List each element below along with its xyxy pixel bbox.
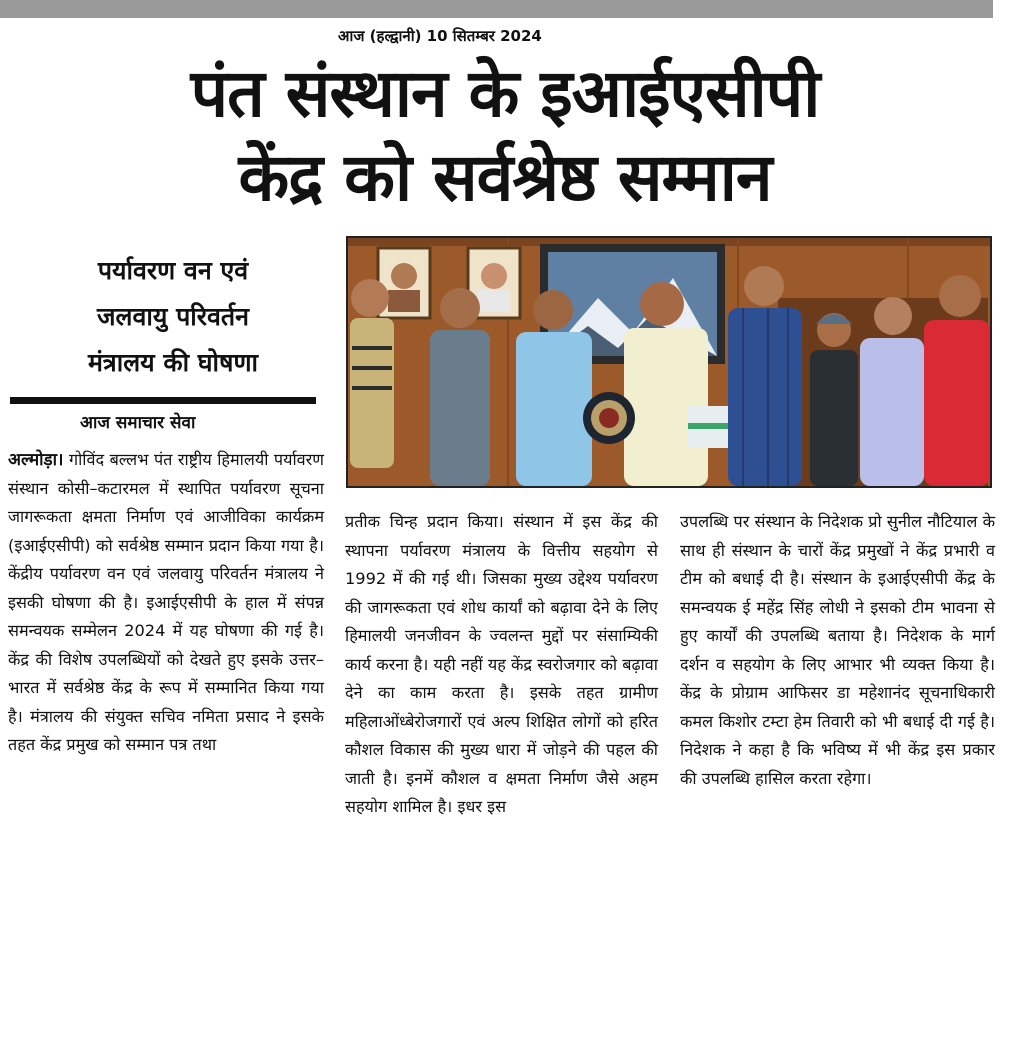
subheadline	[12, 248, 334, 386]
award-ceremony-photo	[346, 236, 992, 488]
subheadline-rule	[10, 397, 316, 404]
article-column-3: उपलब्धि पर संस्थान के निदेशक प्रो सुनील नौटियाल के साथ ही संस्थान के चारों केंद्र प्रमुखों ने केंद्र प्रभारी व टीम को बधाई दी है। संस्थान के इआईएसीपी केंद्र के समन्वयक ई महेंद्र सिंह लोधी ने इसको टीम भावना से हुए कार्यों की उपलब्धि बताया है। निदेशक के मार्ग दर्शन व सहयोग के लिए आभार भी व्यक्त किया है। केंद्र के प्रोग्राम आफिसर डा महेशानंद सूचनाधिकारी कमल किशोर टम्टा हेम तिवारी को भी बधाई दी गई है। निदेशक ने कहा है कि भविष्य में भी केंद्र इस प्रकार की उपलब्धि हासिल करता रहेगा।	[680, 512, 995, 788]
subheadline-line-1: पर्यावरण वन एवं	[97, 256, 249, 285]
top-gray-bar	[0, 0, 993, 18]
byline: आज समाचार सेवा	[80, 413, 196, 433]
subheadline-line-2: जलवायु परिवर्तन	[96, 302, 249, 331]
dateline: आज (हल्द्वानी) 10 सितम्बर 2024	[338, 27, 542, 45]
dateline-place: अल्मोड़ा।	[8, 450, 64, 470]
headline	[10, 52, 1000, 220]
headline-line-2: केंद्र को सर्वश्रेष्ठ सम्मान	[238, 139, 772, 216]
article-column-2: प्रतीक चिन्ह प्रदान किया। संस्थान में इस केंद्र की स्थापना पर्यावरण मंत्रालय के वित्तीय सहयोग से 1992 में की गई थी। जिसका मुख्य उद्देश्य पर्यावरण की जागरूकता एवं शोध कार्यां को बढ़ावा देने के लिए हिमालयी जनजीवन के ज्वलन्त मुद्दों पर संसाम्यिकी कार्य करना है। यही नहीं यह केंद्र स्वरोजगार को बढ़ावा देने का काम करता है। इसके तहत ग्रामीण महिलाओंध्बेरोजगारों एवं अल्प शिक्षित लोगों को हरित कौशल विकास की मुख्य धारा में जोड़ने की पहल की जाती है। इनमें कौशल व क्षमता निर्माण जैसे अहम सहयोग शामिल है। इधर इस	[345, 512, 658, 816]
subheadline-line-3: मंत्रालय की घोषणा	[87, 348, 258, 377]
article-column-1	[8, 446, 324, 760]
headline-line-1: पंत संस्थान के इआईएसीपी	[190, 55, 820, 132]
article-column-1-text: गोविंद बल्लभ पंत राष्ट्रीय हिमालयी पर्यावरण संस्थान कोसी–कटारमल में स्थापित पर्यावरण सूचना जागरूकता क्षमता निर्माण एवं आजीविका कार्यक्रम (इआईएसीपी) को सर्वश्रेष्ठ सम्मान प्रदान किया गया है। केंद्रीय पर्यावरण वन एवं जलवायु परिवर्तन मंत्रालय ने इसकी घोषणा की है। इआईएसीपी के हाल में संपन्न समन्वयक सम्मेलन 2024 में यह घोषणा की गई है। केंद्र की विशेष उपलब्धियों को देखते हुए इसके उत्तर–भारत में सर्वश्रेष्ठ केंद्र के रूप में सम्मानित किया गया है। मंत्रालय की संयुक्त सचिव नमिता प्रसाद ने इसके तहत केंद्र प्रमुख को सम्मान पत्र तथा	[8, 450, 324, 754]
